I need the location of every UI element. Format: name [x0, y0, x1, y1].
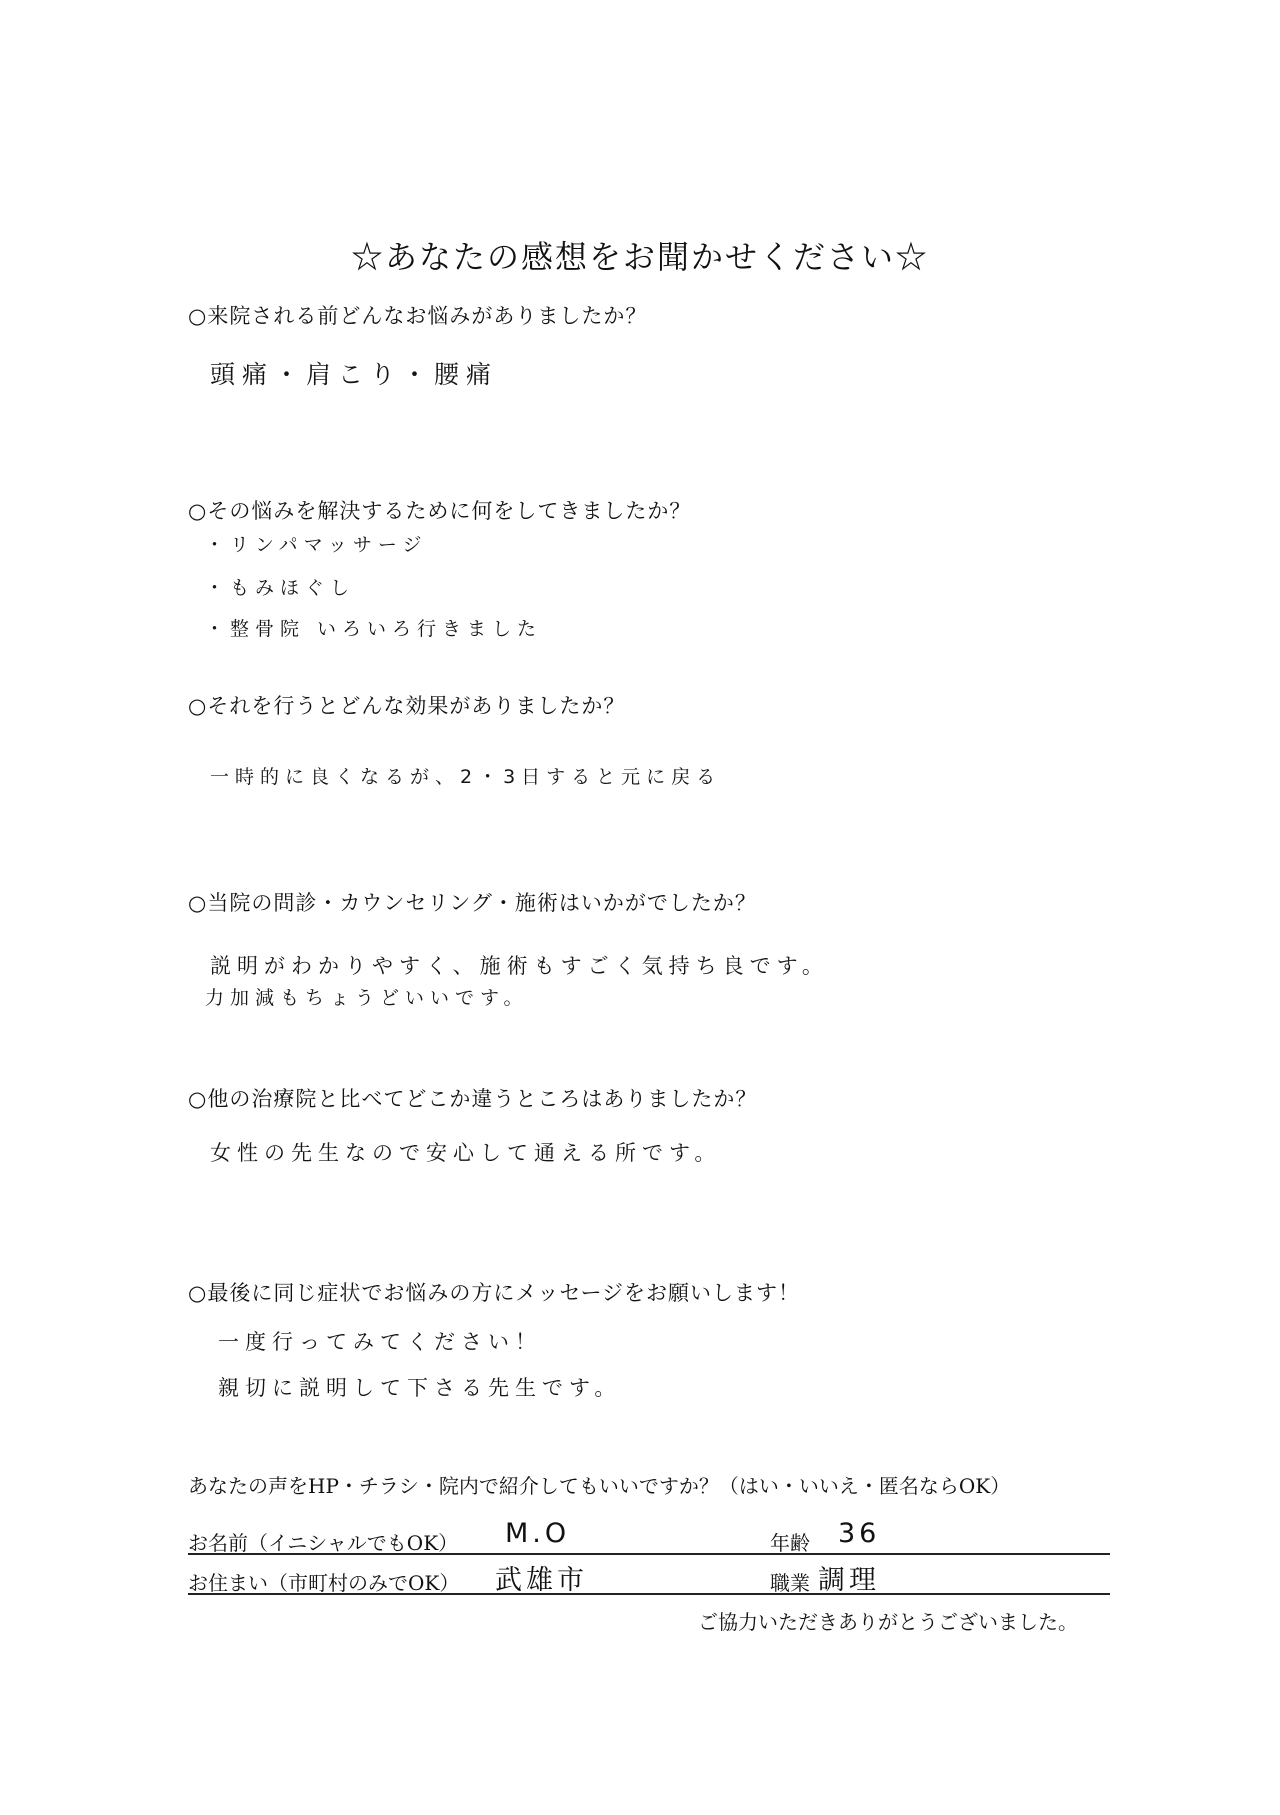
- answer-6-line-2: 親切に説明して下さる先生です。: [218, 1376, 622, 1400]
- page-title: ☆あなたの感想をお聞かせください☆: [350, 238, 929, 276]
- question-3: ○それを行うとどんな効果がありましたか？: [188, 694, 626, 718]
- answer-4-line-2: 力加減もちょうどいいです。: [205, 987, 529, 1009]
- thanks-message: ご協力いただきありがとうございました。: [698, 1610, 1078, 1634]
- answer-2-line-3: ・整骨院 いろいろ行きました: [205, 618, 543, 640]
- answer-3-line-1: 一時的に良くなるが、2・3日すると元に戻る: [210, 766, 722, 788]
- answer-2-line-1: ・リンパマッサージ: [205, 534, 428, 556]
- residence-value: 武雄市: [495, 1565, 588, 1596]
- question-5: ○他の治療院と比べてどこか違うところはありましたか？: [188, 1087, 758, 1111]
- divider-line: [188, 1593, 1110, 1595]
- job-value: 調理: [818, 1565, 880, 1596]
- answer-6-line-1: 一度行ってみてください！: [218, 1330, 542, 1354]
- age-value: 36: [838, 1518, 881, 1549]
- answer-5-line-1: 女性の先生なので安心して通える所です。: [210, 1141, 722, 1165]
- age-label: 年齢: [770, 1531, 810, 1555]
- answer-4-line-1: 説明がわかりやすく、施術もすごく気持ち良です。: [210, 954, 829, 978]
- answer-1-line-1: 頭痛・肩こり・腰痛: [210, 360, 499, 389]
- question-4: ○当院の問診・カウンセリング・施術はいかがでしたか？: [188, 891, 757, 915]
- answer-2-line-2: ・もみほぐし: [205, 577, 356, 599]
- consent-question: あなたの声をHP・チラシ・院内で紹介してもいいですか？（はい・いいえ・匿名ならOK）: [188, 1474, 1011, 1498]
- job-label: 職業: [770, 1571, 810, 1595]
- divider-line: [188, 1553, 1110, 1555]
- residence-label: お住まい（市町村のみでOK）: [188, 1571, 460, 1595]
- question-1: ○来院される前どんなお悩みがありましたか？: [188, 304, 648, 328]
- question-6: ○最後に同じ症状でお悩みの方にメッセージをお願いします！: [188, 1281, 801, 1305]
- name-label: お名前（イニシャルでもOK）: [188, 1531, 459, 1555]
- name-value: M.O: [505, 1518, 571, 1549]
- question-2: ○その悩みを解決するために何をしてきましたか？: [188, 499, 692, 523]
